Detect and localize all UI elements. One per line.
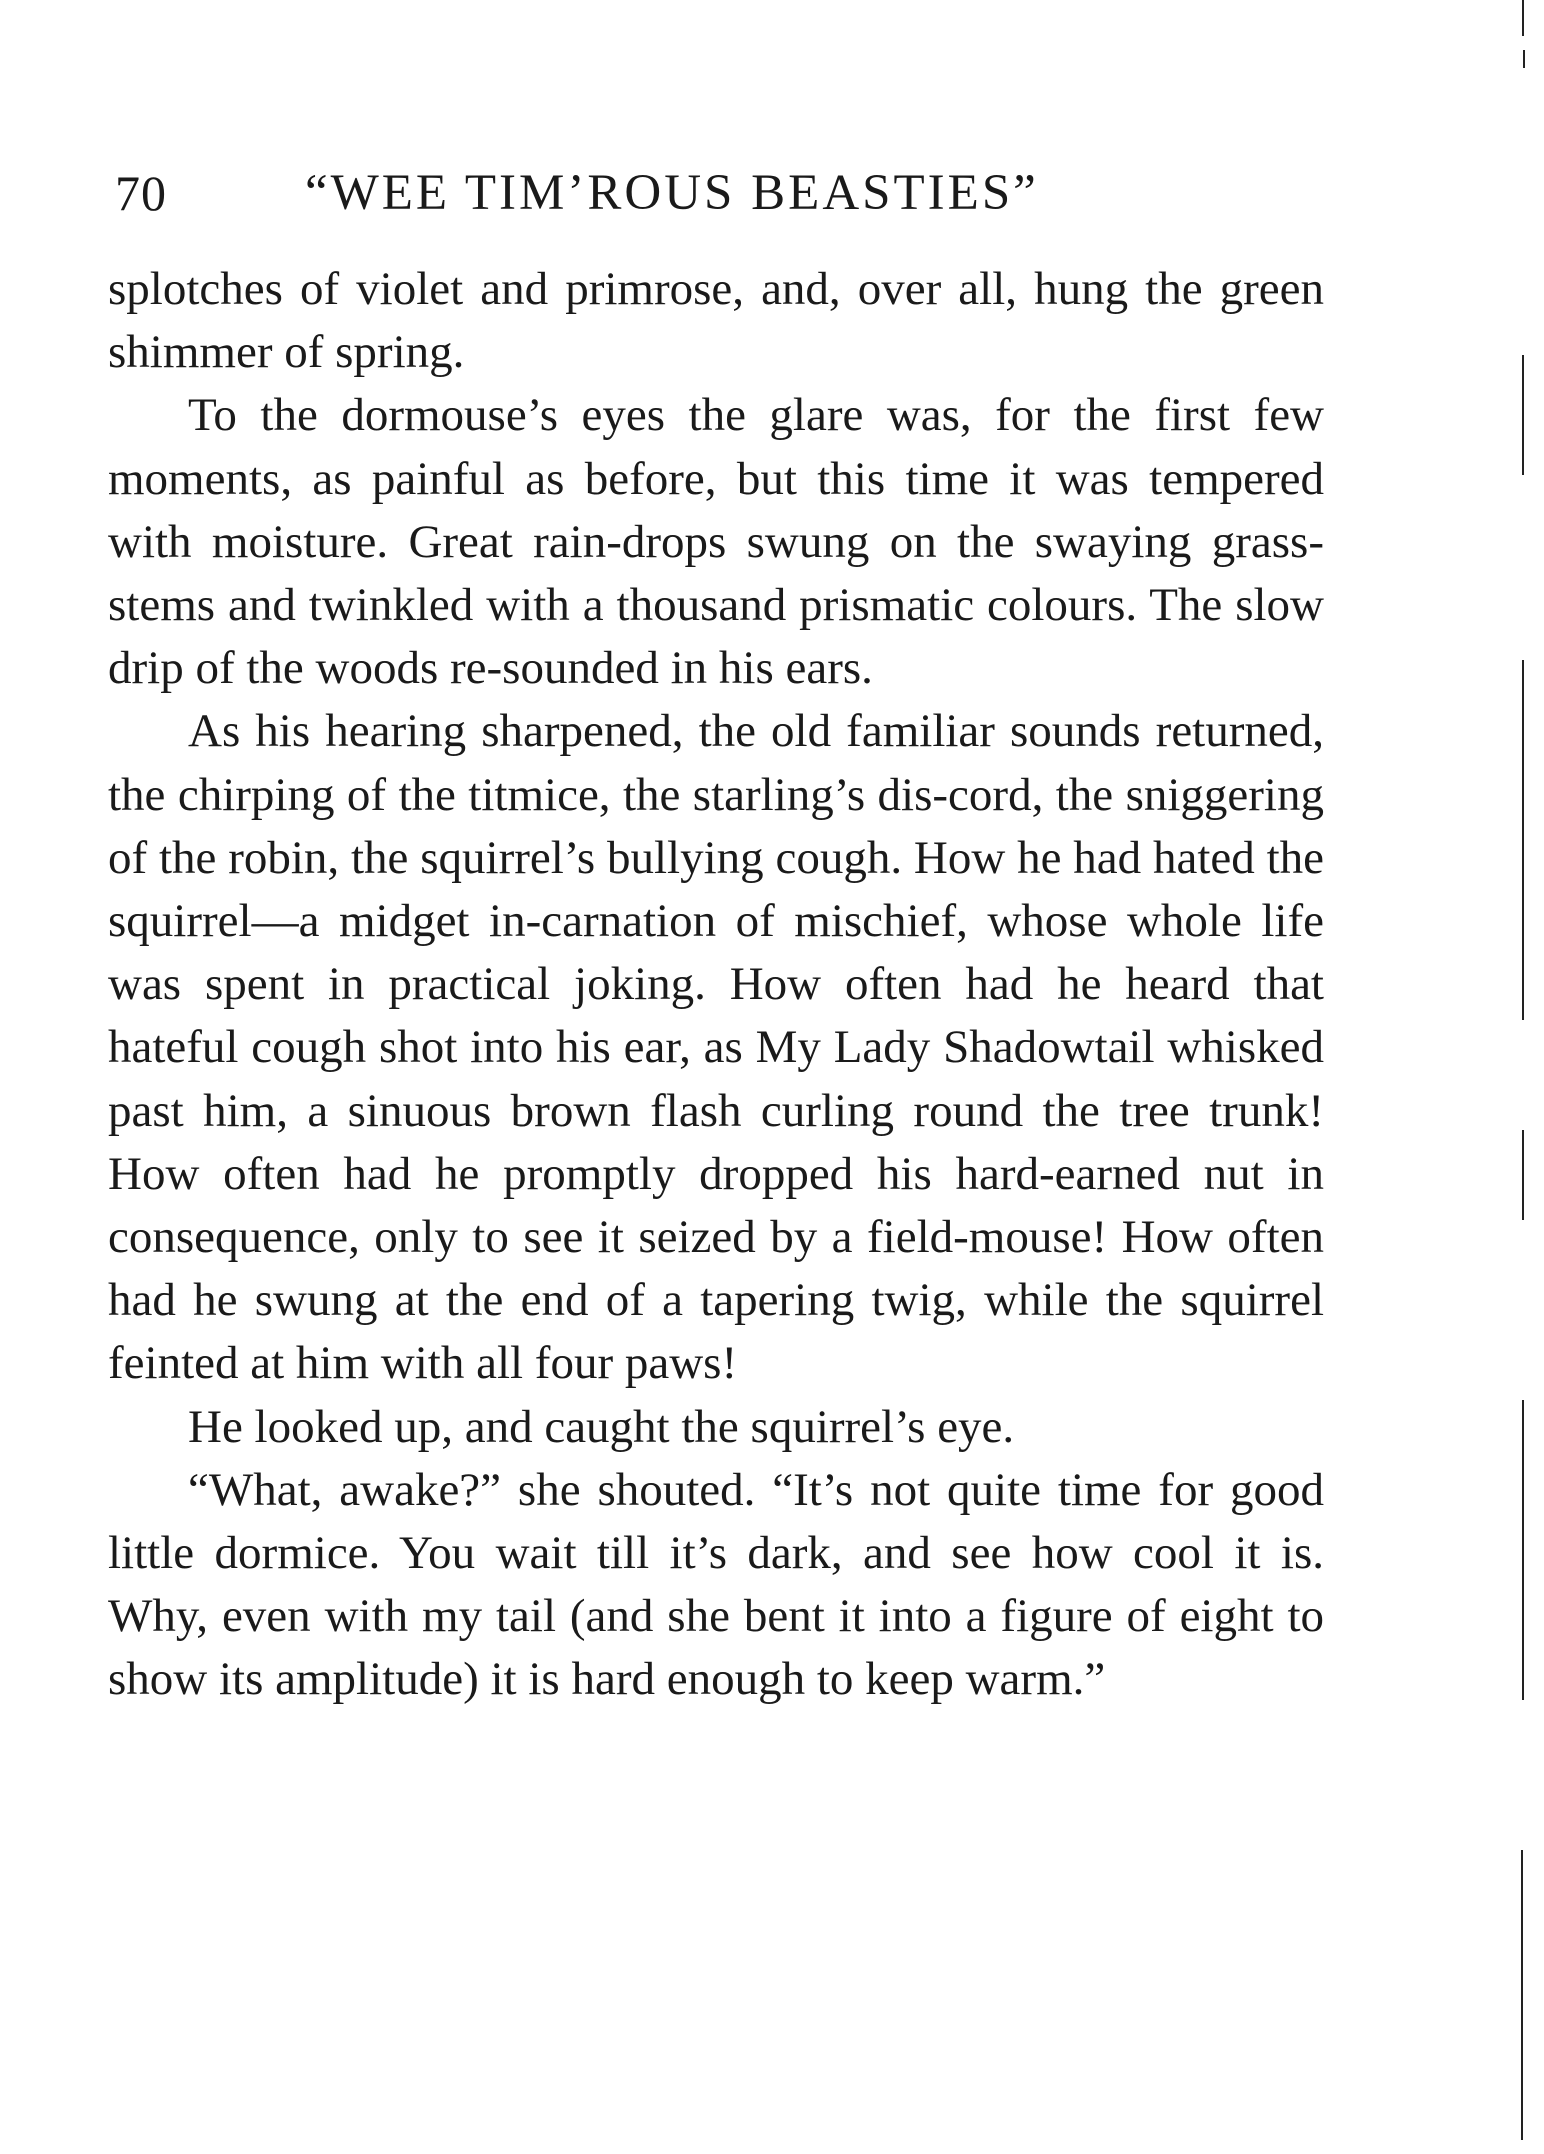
scan-edge-mark (1522, 1130, 1524, 1220)
scan-edge-mark (1522, 355, 1524, 475)
paragraph-4: He looked up, and caught the squirrel’s eye. (188, 1400, 1015, 1453)
running-title: “WEE TIM’ROUS BEASTIES” (305, 165, 1039, 221)
scan-edge-mark (1521, 1850, 1523, 2140)
running-head (115, 158, 1125, 228)
scan-edge-mark (1523, 50, 1525, 68)
scan-edge-mark (1522, 0, 1524, 36)
scan-edge-mark (1522, 1400, 1524, 1700)
paragraph-2: To the dormouse’s eyes the glare was, for the first few moments, as painful as before, but this time it was tempered with moisture. Great rain-drops swung on the swaying grass-stems and twinkled with a thousand prismatic colours. The slow drip of the woods re-sounded in his ears. (108, 389, 1324, 695)
scan-edge-mark (1522, 660, 1524, 1020)
paragraph-1: splotches of violet and primrose, and, over all, hung the green shimmer of spring. (108, 263, 1324, 379)
paragraph-5: “What, awake?” she shouted. “It’s not quite time for good little dormice. You wait till it’s dark, and see how cool it is. Why, even with my tail (and she bent it into a figure of eight to show its amplitude) it is hard enough to keep warm.” (108, 1463, 1324, 1706)
body-text (108, 258, 1324, 1712)
page-number: 70 (115, 165, 167, 221)
paragraph-3: As his hearing sharpened, the old familiar sounds returned, the chirping of the titmice, the starling’s dis-cord, the sniggering of the robin, the squirrel’s bullying cough. How he had hated the squirrel—a midget in-carnation of mischief, whose whole life was spent in practical joking. How often had he heard that hateful cough shot into his ear, as My Lady Shadowtail whisked past him, a sinuous brown flash curling round the tree trunk! How often had he promptly dropped his hard-earned nut in consequence, only to see it seized by a field-mouse! How often had he swung at the end of a tapering twig, while the squirrel feinted at him with all four paws! (108, 705, 1324, 1390)
